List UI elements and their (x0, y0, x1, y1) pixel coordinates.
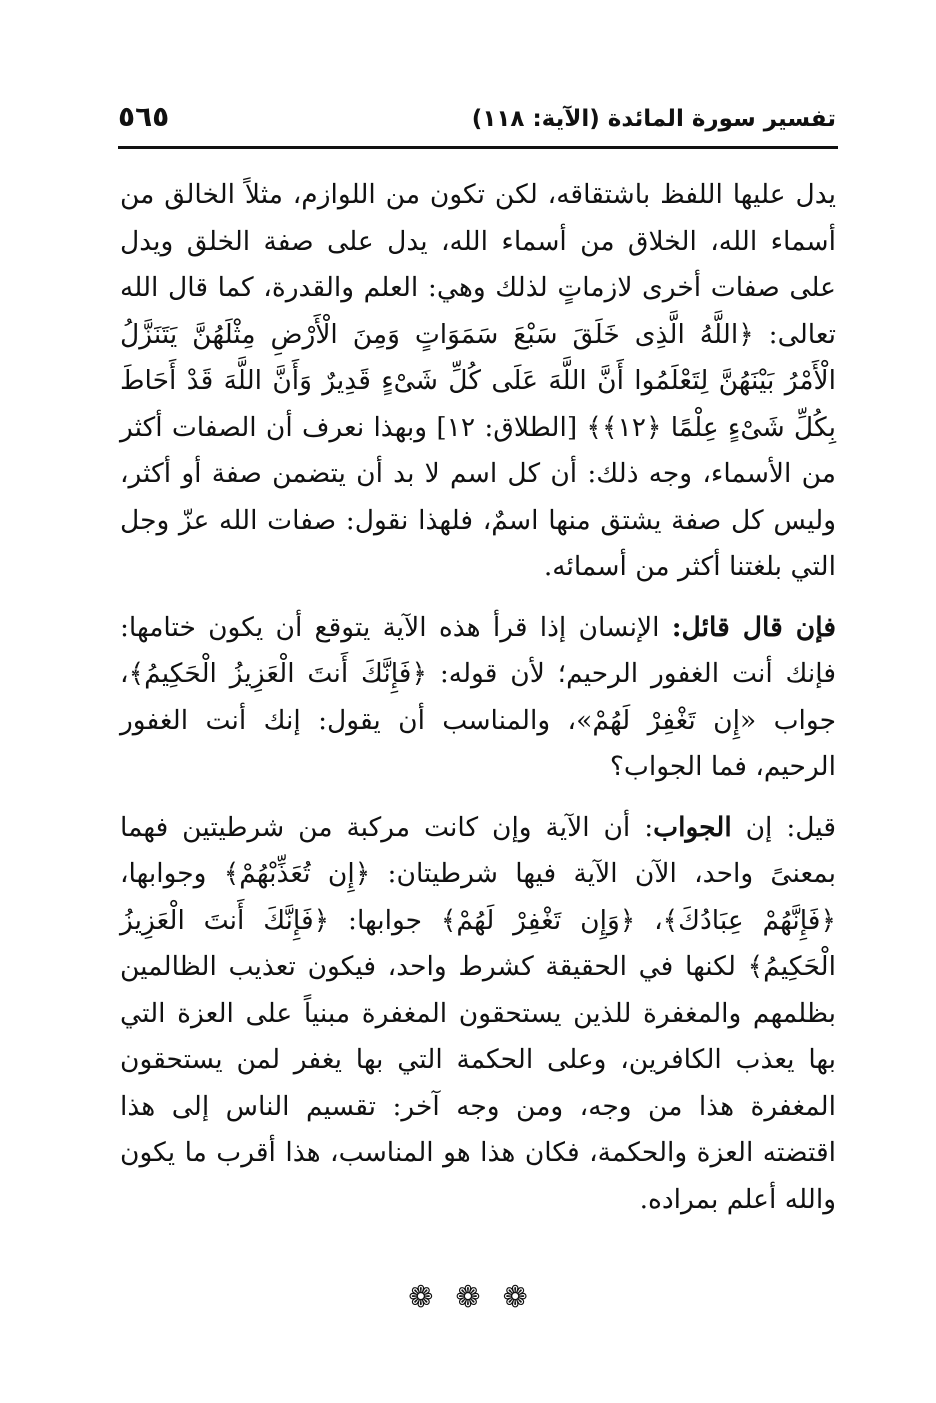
page-number: ٥٦٥ (118, 100, 170, 133)
paragraph-1-text: يدل عليها اللفظ باشتقاقه، لكن تكون من اللوازم، مثلاً الخالق من أسماء الله، الخلاق من أسماء الله، يدل على صفة الخلق ويدل على صفات أخرى لازماتٍ لذلك وهي: العلم والقدرة، كما قال الله تعالى: (120, 179, 837, 350)
flower-ornament-icon: ❁ (502, 1280, 528, 1315)
quran-quote-aziz-hakim-2: ﴿فَإِنَّكَ أَنتَ الْعَزِيزُ الْحَكِيمُ﴾ (120, 904, 836, 982)
paragraph-2-text-a: الإنسان إذا قرأ هذه الآية يتوقع أن يكون ختامها: فإنك أنت الغفور الرحيم؛ لأن قوله: (120, 611, 836, 689)
quran-quote-innahum-ibaduk: ﴿فَإِنَّهُمْ عِبَادُكَ﴾ (662, 904, 836, 936)
flower-ornament-icon: ❁ (408, 1280, 434, 1315)
quran-verse-talaq-12: ﴿اللَّهُ الَّذِى خَلَقَ سَبْعَ سَمَوَاتٍ وَمِنَ الْأَرْضِ مِثْلَهُنَّ يَتَنَزَّلُ الْأَمْرُ بَيْنَهُنَّ لِتَعْلَمُوا أَنَّ اللَّهَ عَلَى كُلِّ شَىْءٍ قَدِيرٌ وَأَنَّ اللَّهَ قَدْ أَحَاطَ بِكُلِّ شَىْءٍ عِلْمًا ﴿١٢﴾﴾ (120, 318, 836, 443)
running-title: تفسير سورة المائدة (الآية: ١١٨) (471, 106, 836, 132)
flower-ornament-icon: ❁ (455, 1280, 481, 1315)
question-lead: فإن قال قائل: (671, 611, 836, 643)
paragraph-3-text-c: وجوابها، (120, 858, 224, 889)
quran-quote-in-tuadhibhum: ﴿إِن تُعَذِّبْهُمْ﴾ (223, 858, 371, 889)
page-body (120, 172, 836, 1223)
header-divider (118, 146, 838, 149)
paragraph-3-text-a: قيل: إن (731, 811, 836, 843)
paragraph-3 (120, 805, 836, 1224)
page-header (118, 98, 836, 144)
quran-quote-in-taghfir: إِن تَغْفِرْ لَهُمْ (592, 704, 741, 736)
quran-quote-wa-in-taghfir: ﴿وَإِن تَغْفِرْ لَهُمْ﴾ (440, 904, 636, 936)
paragraph-3-text-e: جوابها: (329, 904, 441, 936)
paragraph-3-text-f: لكنها في الحقيقة كشرط واحد، فيكون تعذيب الظالمين بظلمهم والمغفرة للذين يستحقون المغفرة مبنياً على العزة التي بها يعذب الكافرين، وعلى الحكمة التي بها يغفر لمن يستحقون المغفرة هذا من وجه، ومن وجه آخر: تقسيم الناس إلى هذا اقتضته العزة والحكمة، فكان هذا هو المناسب، هذا أقرب ما يكون والله أعلم بمراده. (120, 951, 836, 1215)
paragraph-2-text-c: »، والمناسب أن يقول: إنك أنت الغفور الرحيم، فما الجواب؟ (120, 704, 836, 782)
paragraph-2 (120, 605, 836, 791)
paragraph-3-text-b: : أن الآية وإن كانت مركبة من شرطيتين فهما بمعنىً واحد، الآن الآية فيها شرطيتان: (120, 811, 836, 889)
paragraph-1 (120, 172, 836, 591)
paragraph-1-rest: [الطلاق: ١٢] وبهذا نعرف أن الصفات أكثر من الأسماء، وجه ذلك: أن كل اسم لا بد أن يتضمن صفة أو أكثر، وليس كل صفة يشتق منها اسمٌ، فلهذا نقول: صفات الله عزّ وجل التي بلغتنا أكثر من أسمائه. (120, 411, 836, 582)
paragraph-3-text-d: ، (635, 904, 663, 936)
quran-quote-aziz-hakim: ﴿فَإِنَّكَ أَنتَ الْعَزِيزُ الْحَكِيمُ﴾ (128, 658, 427, 689)
paragraph-2-text-b: ، جواب « (120, 658, 836, 736)
answer-lead: الجواب (653, 811, 732, 843)
section-end-ornaments (0, 1276, 936, 1320)
